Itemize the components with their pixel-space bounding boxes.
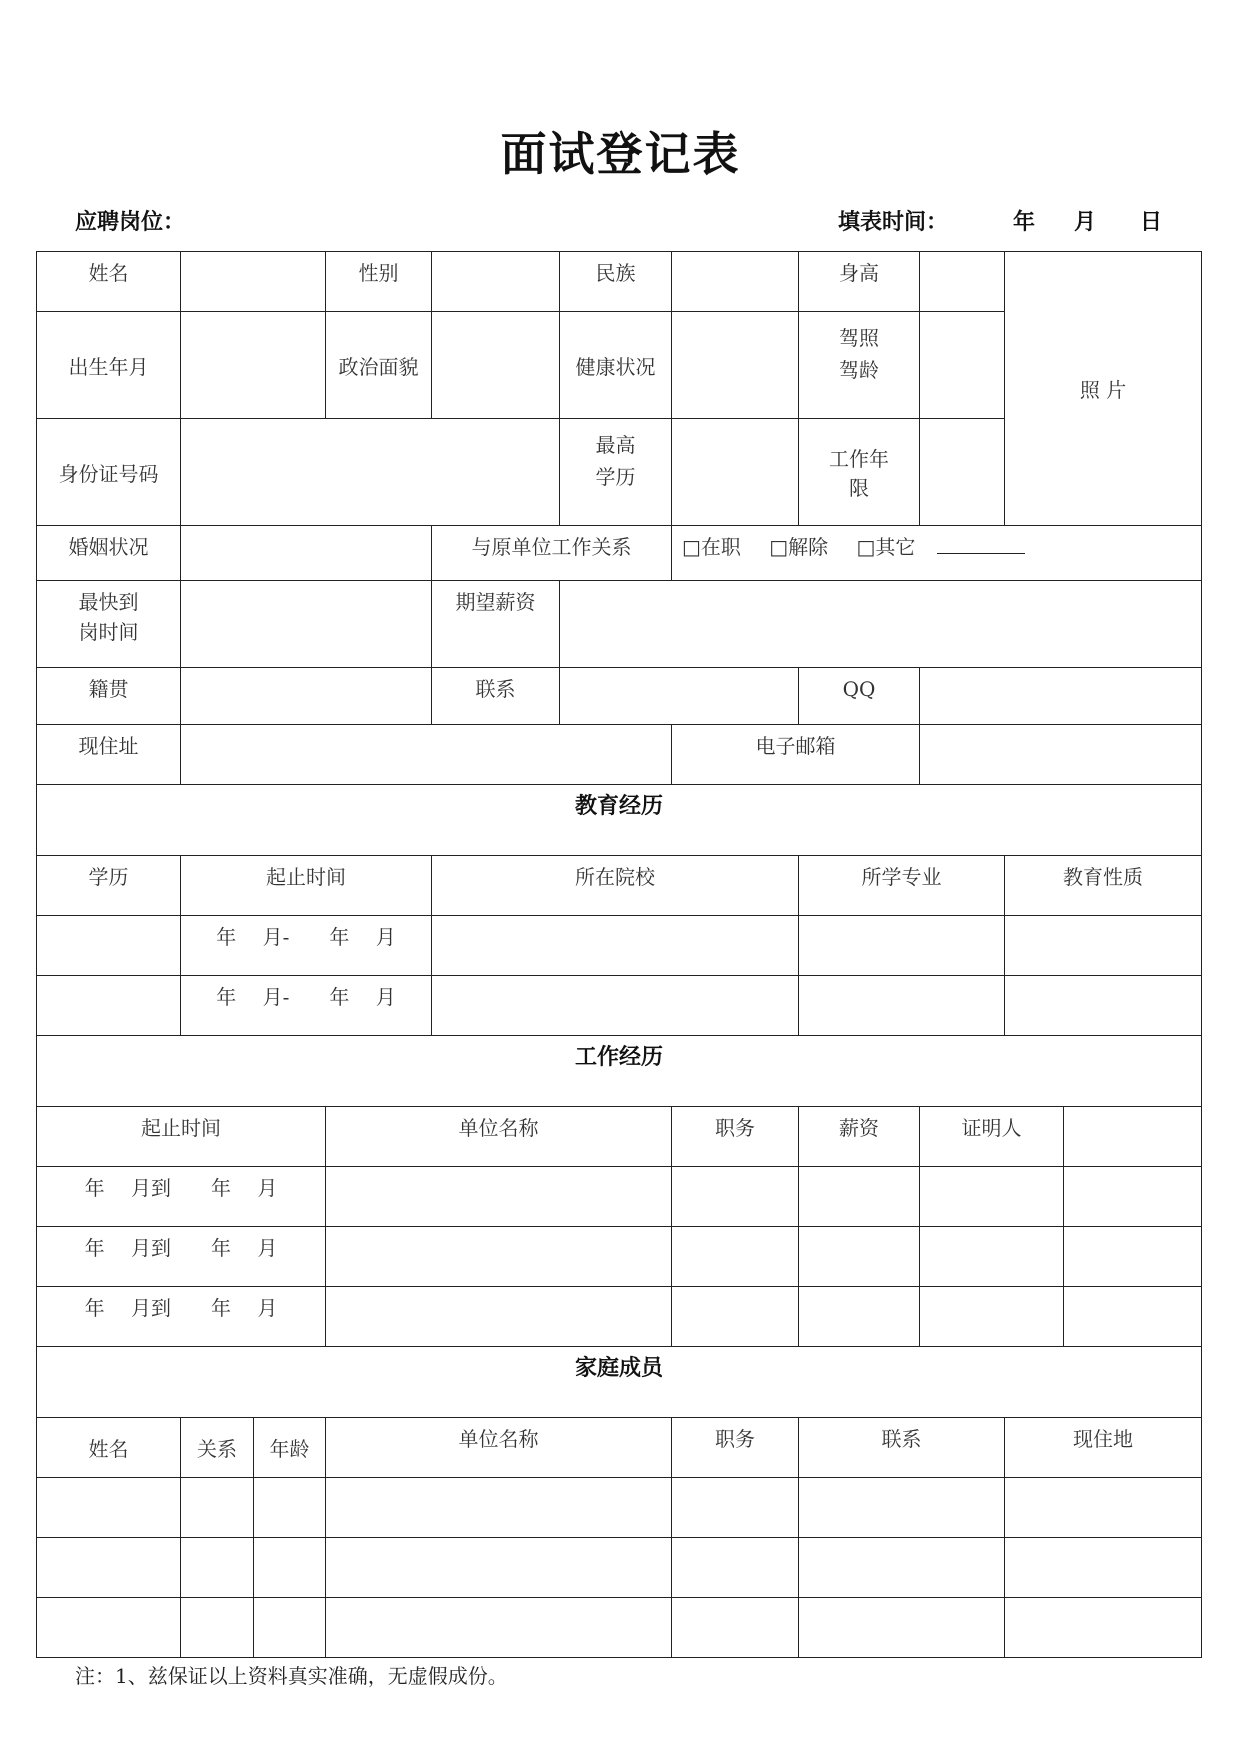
work-header-title: 职务 [672, 1107, 799, 1167]
education-level-label: 最高 学历 [560, 419, 672, 526]
other-blank[interactable] [937, 535, 1025, 554]
work-years-value[interactable] [920, 419, 1005, 526]
work-years-label: 工作年 限 [799, 419, 920, 526]
edu-school-cell[interactable] [432, 916, 799, 976]
edu-header-period: 起止时间 [181, 856, 432, 916]
option-other[interactable]: □其它 [857, 535, 1048, 559]
option-terminated[interactable]: □解除 [769, 535, 829, 559]
work-header-period: 起止时间 [37, 1107, 326, 1167]
height-label: 身高 [799, 252, 920, 312]
date-row [838, 205, 1168, 236]
photo-label: 照 片 [1079, 378, 1127, 402]
work-section-title: 工作经历 [37, 1036, 1202, 1107]
date-day: 日 [1140, 209, 1163, 235]
table-row [37, 1287, 1202, 1347]
family-relation-cell[interactable] [181, 1538, 254, 1598]
political-value[interactable] [432, 312, 560, 419]
family-title-cell[interactable] [672, 1538, 799, 1598]
edu-header-degree: 学历 [37, 856, 181, 916]
form-title: 面试登记表 [500, 127, 741, 181]
name-value[interactable] [181, 252, 326, 312]
table-row [37, 976, 1202, 1036]
family-relation-cell[interactable] [181, 1478, 254, 1538]
work-company-cell[interactable] [326, 1167, 672, 1227]
table-row [37, 1478, 1202, 1538]
id-number-label: 身份证号码 [37, 419, 181, 526]
birth-value[interactable] [181, 312, 326, 419]
work-title-cell[interactable] [672, 1167, 799, 1227]
table-row [37, 1227, 1202, 1287]
work-extra-cell[interactable] [1064, 1227, 1202, 1287]
date-month: 月 [1074, 209, 1097, 235]
relation-label: 与原单位工作关系 [432, 526, 672, 581]
edu-degree-cell[interactable] [37, 916, 181, 976]
email-label: 电子邮箱 [672, 725, 920, 785]
edu-period-cell[interactable]: 年 月- 年 月 [181, 916, 432, 976]
edu-major-cell[interactable] [799, 976, 1005, 1036]
family-age-cell[interactable] [254, 1538, 326, 1598]
salary-label: 期望薪资 [432, 581, 560, 668]
family-contact-cell[interactable] [799, 1478, 1005, 1538]
date-year: 年 [1013, 209, 1036, 235]
work-salary-cell[interactable] [799, 1287, 920, 1347]
marital-label: 婚姻状况 [37, 526, 181, 581]
arrival-value[interactable] [181, 581, 432, 668]
family-age-cell[interactable] [254, 1478, 326, 1538]
family-age-cell[interactable] [254, 1598, 326, 1658]
family-name-cell[interactable] [37, 1538, 181, 1598]
family-header-contact: 联系 [799, 1418, 1005, 1478]
family-section-title: 家庭成员 [37, 1347, 1202, 1418]
family-header-age: 年龄 [254, 1418, 326, 1478]
family-relation-cell[interactable] [181, 1598, 254, 1658]
family-company-cell[interactable] [326, 1598, 672, 1658]
birth-label: 出生年月 [37, 312, 181, 419]
email-value[interactable] [920, 725, 1202, 785]
footnote: 注：1、兹保证以上资料真实准确，无虚假成份。 [75, 1664, 508, 1688]
family-name-cell[interactable] [37, 1478, 181, 1538]
native-value[interactable] [181, 668, 432, 725]
qq-value[interactable] [920, 668, 1202, 725]
arrival-label: 最快到 岗时间 [37, 581, 181, 668]
photo-box[interactable] [1005, 252, 1202, 526]
table-row [37, 916, 1202, 976]
table-row [37, 1167, 1202, 1227]
ethnicity-label: 民族 [560, 252, 672, 312]
family-residence-cell[interactable] [1005, 1538, 1202, 1598]
health-value[interactable] [672, 312, 799, 419]
ethnicity-value[interactable] [672, 252, 799, 312]
gender-label: 性别 [326, 252, 432, 312]
work-company-cell[interactable] [326, 1287, 672, 1347]
family-contact-cell[interactable] [799, 1598, 1005, 1658]
qq-label: QQ [799, 668, 920, 725]
work-extra-cell[interactable] [1064, 1287, 1202, 1347]
work-header-salary: 薪资 [799, 1107, 920, 1167]
position-label: 应聘岗位： [75, 209, 186, 235]
work-reference-cell[interactable] [920, 1287, 1064, 1347]
relation-options [672, 526, 1202, 581]
education-level-value[interactable] [672, 419, 799, 526]
work-period-cell[interactable]: 年 月到 年 月 [37, 1227, 326, 1287]
family-title-cell[interactable] [672, 1478, 799, 1538]
family-title-cell[interactable] [672, 1598, 799, 1658]
license-label: 驾照 驾龄 [799, 312, 920, 419]
date-label: 填表时间： [838, 209, 949, 235]
family-header-company: 单位名称 [326, 1418, 672, 1478]
work-extra-cell[interactable] [1064, 1167, 1202, 1227]
work-period-cell[interactable]: 年 月到 年 月 [37, 1287, 326, 1347]
family-company-cell[interactable] [326, 1478, 672, 1538]
edu-period-cell[interactable]: 年 月- 年 月 [181, 976, 432, 1036]
family-header-name: 姓名 [37, 1418, 181, 1478]
family-header-title: 职务 [672, 1418, 799, 1478]
edu-header-major: 所学专业 [799, 856, 1005, 916]
height-value[interactable] [920, 252, 1005, 312]
marital-value[interactable] [181, 526, 432, 581]
id-number-value[interactable] [181, 419, 560, 526]
work-header-company: 单位名称 [326, 1107, 672, 1167]
work-salary-cell[interactable] [799, 1167, 920, 1227]
license-value[interactable] [920, 312, 1005, 419]
option-employed[interactable]: □在职 [682, 535, 741, 559]
edu-major-cell[interactable] [799, 916, 1005, 976]
edu-school-cell[interactable] [432, 976, 799, 1036]
work-header-reference: 证明人 [920, 1107, 1064, 1167]
name-label: 姓名 [37, 252, 181, 312]
work-company-cell[interactable] [326, 1227, 672, 1287]
family-header-residence: 现住地 [1005, 1418, 1202, 1478]
table-row [37, 1538, 1202, 1598]
address-label: 现住址 [37, 725, 181, 785]
work-header-extra [1064, 1107, 1202, 1167]
address-value[interactable] [181, 725, 672, 785]
gender-value[interactable] [432, 252, 560, 312]
family-contact-cell[interactable] [799, 1538, 1005, 1598]
edu-header-school: 所在院校 [432, 856, 799, 916]
native-label: 籍贯 [37, 668, 181, 725]
interview-form-table [36, 251, 1202, 1658]
edu-header-type: 教育性质 [1005, 856, 1202, 916]
salary-value[interactable] [560, 581, 1202, 668]
work-reference-cell[interactable] [920, 1167, 1064, 1227]
family-header-relation: 关系 [181, 1418, 254, 1478]
edu-type-cell[interactable] [1005, 976, 1202, 1036]
work-title-cell[interactable] [672, 1287, 799, 1347]
health-label: 健康状况 [560, 312, 672, 419]
political-label: 政治面貌 [326, 312, 432, 419]
contact-value[interactable] [560, 668, 799, 725]
work-salary-cell[interactable] [799, 1227, 920, 1287]
work-period-cell[interactable]: 年 月到 年 月 [37, 1167, 326, 1227]
work-title-cell[interactable] [672, 1227, 799, 1287]
family-residence-cell[interactable] [1005, 1598, 1202, 1658]
edu-type-cell[interactable] [1005, 916, 1202, 976]
family-residence-cell[interactable] [1005, 1478, 1202, 1538]
table-row [37, 1598, 1202, 1658]
education-section-title: 教育经历 [37, 785, 1202, 856]
family-company-cell[interactable] [326, 1538, 672, 1598]
family-name-cell[interactable] [37, 1598, 181, 1658]
contact-label: 联系 [432, 668, 560, 725]
edu-degree-cell[interactable] [37, 976, 181, 1036]
work-reference-cell[interactable] [920, 1227, 1064, 1287]
